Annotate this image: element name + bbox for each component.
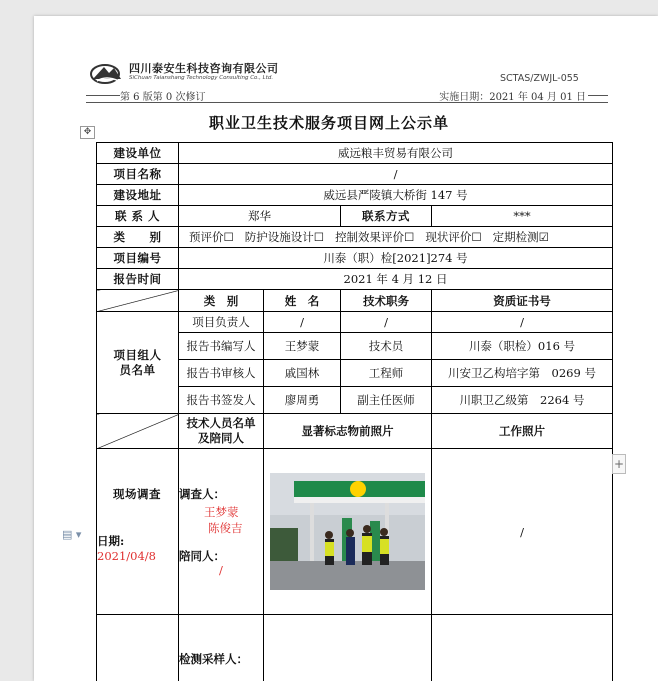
member-name: 廖周勇 bbox=[264, 387, 341, 414]
member-cert: 川泰（职检）016 号 bbox=[432, 333, 613, 360]
companion-label: 陪同人： bbox=[179, 549, 225, 563]
col-staff-header: 技术人员名单及陪同人 bbox=[179, 414, 264, 449]
col-work-photo-header: 工作照片 bbox=[432, 414, 613, 449]
col-landmark-photo-header: 显著标志物前照片 bbox=[264, 414, 432, 449]
table-row bbox=[97, 185, 613, 206]
category-pre-assessment[interactable]: 预评价☐ bbox=[189, 230, 234, 244]
investigator-label: 调查人： bbox=[179, 487, 225, 501]
category-control-evaluation[interactable]: 控制效果评价☐ bbox=[335, 230, 415, 244]
member-role: 项目负责人 bbox=[179, 312, 264, 333]
member-role: 报告书签发人 bbox=[179, 387, 264, 414]
sampler-label: 检测采样人： bbox=[179, 652, 248, 666]
category-protection-design[interactable]: 防护设施设计☐ bbox=[244, 230, 325, 244]
member-cert: / bbox=[432, 312, 613, 333]
table-row bbox=[97, 227, 613, 248]
company-name: 四川泰安生科技咨询有限公司 bbox=[129, 62, 279, 75]
category-periodic-inspection[interactable]: 定期检测☑ bbox=[492, 230, 549, 244]
project-team-label: 项目组人员名单 bbox=[97, 312, 179, 414]
address-value: 威远县严陵镇大桥街 147 号 bbox=[179, 185, 613, 206]
sampling-cell bbox=[97, 615, 179, 681]
report-time-label: 报告时间 bbox=[97, 269, 179, 290]
table-row bbox=[97, 414, 613, 449]
survey-date-value: 2021/04/8 bbox=[97, 549, 156, 563]
unit-value: 威远粮丰贸易有限公司 bbox=[179, 143, 613, 164]
project-name-value: / bbox=[179, 164, 613, 185]
table-row bbox=[97, 248, 613, 269]
table-row bbox=[97, 143, 613, 164]
sampling-work-photo-cell bbox=[432, 615, 613, 681]
member-name: 戚国林 bbox=[264, 360, 341, 387]
project-name-label: 项目名称 bbox=[97, 164, 179, 185]
table-row bbox=[97, 449, 613, 615]
member-role: 报告书编写人 bbox=[179, 333, 264, 360]
site-survey-cell bbox=[97, 449, 179, 615]
investigator-name: 陈俊吉 bbox=[208, 521, 243, 535]
revision-info: 第 6 版第 0 次修订 bbox=[120, 92, 206, 103]
company-name-en: SiChuan Taianshang Technology Consulting Co., Ltd. bbox=[129, 75, 274, 81]
member-cert: 川安卫乙构培字第 0269 号 bbox=[432, 360, 613, 387]
table-row bbox=[97, 615, 613, 681]
sampler-cell bbox=[179, 615, 264, 681]
companion-value: / bbox=[219, 563, 223, 577]
investigator-name: 王梦蒙 bbox=[204, 505, 239, 519]
landmark-photo-cell bbox=[264, 449, 432, 615]
project-number-label: 项目编号 bbox=[97, 248, 179, 269]
work-photo-cell: / bbox=[432, 449, 613, 615]
member-role: 报告书审核人 bbox=[179, 360, 264, 387]
contact-label: 联 系 人 bbox=[97, 206, 179, 227]
page-title: 职业卫生技术服务项目网上公示单 bbox=[208, 114, 449, 132]
table-row bbox=[97, 269, 613, 290]
sampling-photo-cell bbox=[264, 615, 432, 681]
member-title: 技术员 bbox=[341, 333, 432, 360]
member-cert: 川职卫乙级第 2264 号 bbox=[432, 387, 613, 414]
table-row bbox=[97, 312, 613, 333]
report-time-value: 2021 年 4 月 12 日 bbox=[179, 269, 613, 290]
member-name: / bbox=[264, 312, 341, 333]
member-title: 副主任医师 bbox=[341, 387, 432, 414]
member-title: 工程师 bbox=[341, 360, 432, 387]
address-label: 建设地址 bbox=[97, 185, 179, 206]
contact-method-label: 联系方式 bbox=[341, 206, 432, 227]
member-title: / bbox=[341, 312, 432, 333]
category-label: 类 别 bbox=[97, 227, 179, 248]
landmark-photo bbox=[270, 473, 425, 590]
plus-icon[interactable]: + bbox=[612, 454, 626, 474]
diagonal-header-cell bbox=[97, 290, 179, 312]
member-name: 王梦蒙 bbox=[264, 333, 341, 360]
diagonal-header-cell bbox=[97, 414, 179, 449]
contact-method-value: *** bbox=[432, 206, 613, 227]
category-status-evaluation[interactable]: 现状评价☐ bbox=[425, 230, 482, 244]
contact-value: 郑华 bbox=[179, 206, 341, 227]
publicity-form-table bbox=[96, 142, 613, 681]
col-name-header: 姓 名 bbox=[264, 290, 341, 312]
effective-date: 实施日期：2021 年 04 月 01 日 bbox=[439, 92, 586, 103]
category-options bbox=[179, 227, 613, 248]
table-row bbox=[97, 206, 613, 227]
survey-date-label: 日期: bbox=[97, 534, 125, 548]
project-number-value: 川泰（职）检[2021]274 号 bbox=[179, 248, 613, 269]
col-cert-header: 资质证书号 bbox=[432, 290, 613, 312]
document-icon[interactable]: ▤ ▾ bbox=[62, 528, 82, 541]
company-logo bbox=[88, 61, 124, 85]
survey-staff-cell bbox=[179, 449, 264, 615]
unit-label: 建设单位 bbox=[97, 143, 179, 164]
move-icon[interactable]: ✥ bbox=[80, 126, 95, 139]
col-category-header: 类 别 bbox=[179, 290, 264, 312]
col-title-header: 技术职务 bbox=[341, 290, 432, 312]
table-row bbox=[97, 164, 613, 185]
table-row bbox=[97, 290, 613, 312]
document-code: SCTAS/ZWJL-055 bbox=[500, 73, 579, 84]
revision-line bbox=[86, 87, 608, 103]
site-survey-label: 现场调查 bbox=[113, 487, 161, 501]
